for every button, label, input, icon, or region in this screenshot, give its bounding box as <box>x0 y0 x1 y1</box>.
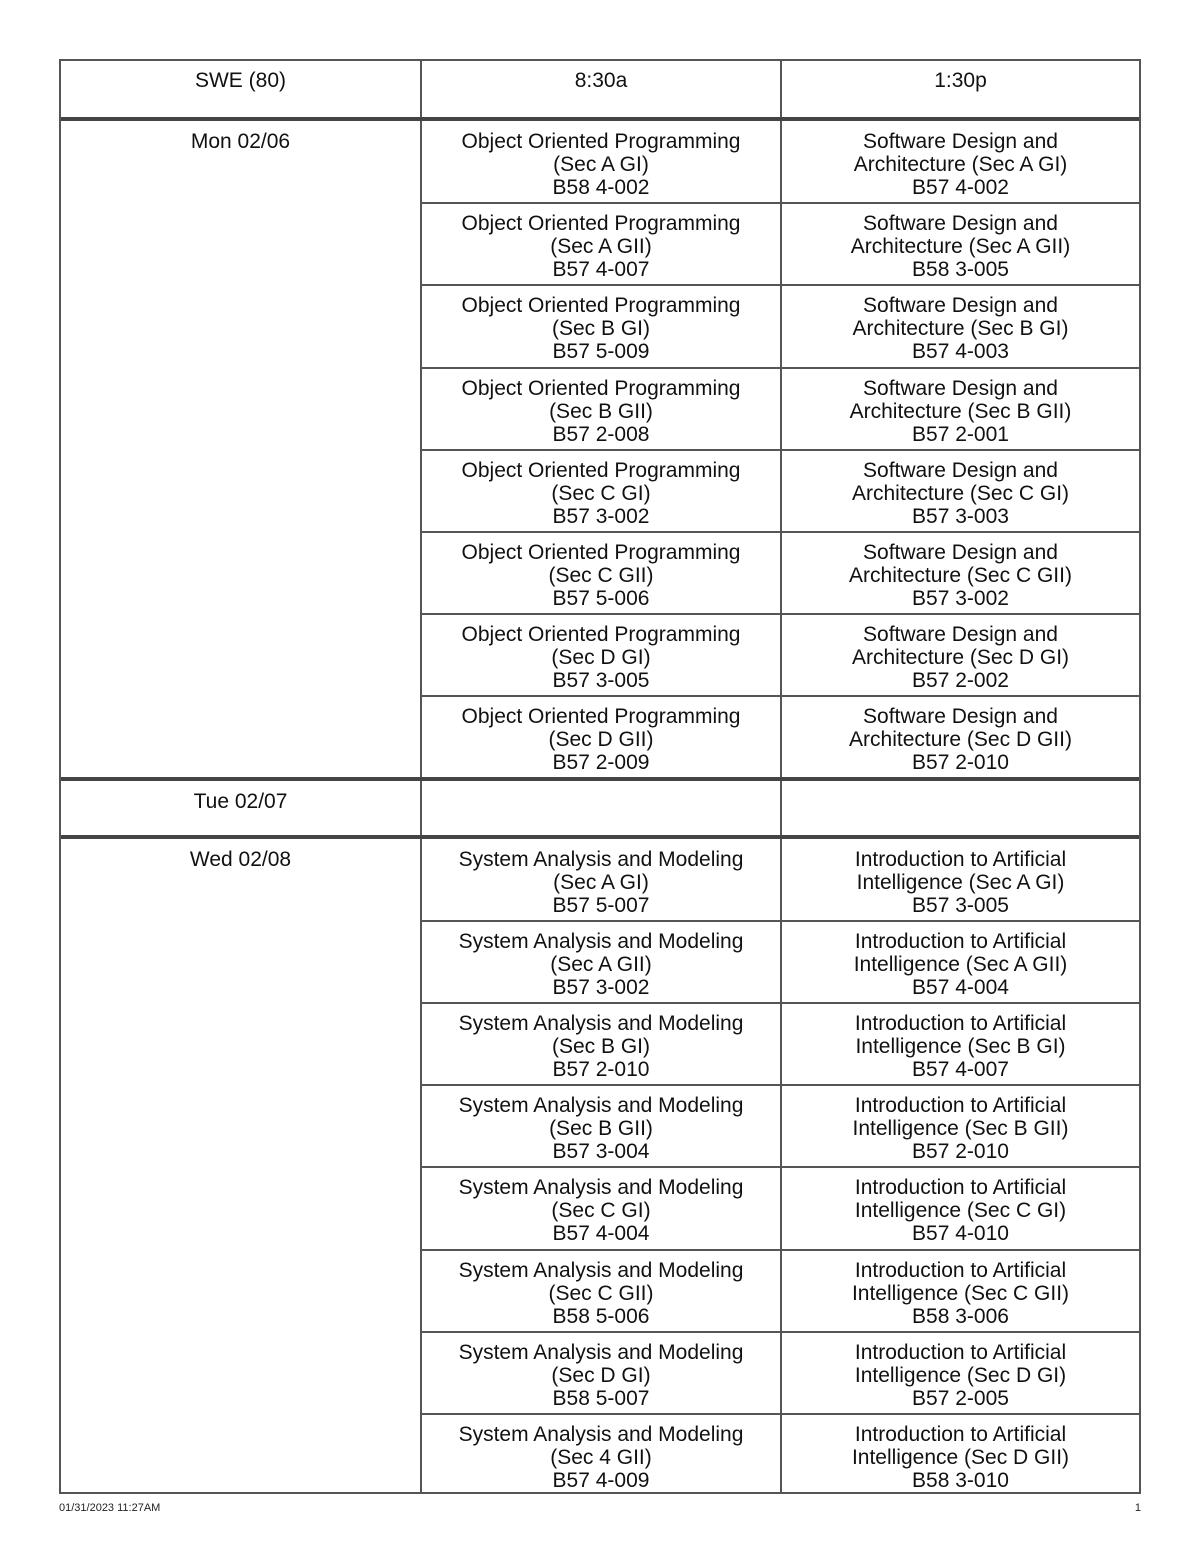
exam-line: Intelligence (Sec A GI) <box>856 870 1065 894</box>
exam-line: B57 4-009 <box>552 1469 650 1492</box>
exam-line: B57 3-005 <box>552 669 650 693</box>
exam-cell-am <box>422 212 780 281</box>
exam-line: (Sec A GI) <box>553 870 649 894</box>
day-label: Tue 02/07 <box>193 789 288 813</box>
exam-line: Intelligence (Sec A GII) <box>853 952 1068 976</box>
exam-line: Architecture (Sec D GI) <box>851 646 1070 670</box>
exam-line: (Sec B GII) <box>549 399 653 423</box>
exam-cell-pm <box>782 212 1139 281</box>
exam-line: Software Design and <box>863 623 1058 647</box>
exam-cell-am <box>422 294 780 363</box>
exam-line: Architecture (Sec C GII) <box>849 564 1072 587</box>
exam-line: Software Design and <box>863 212 1058 236</box>
exam-line: System Analysis and Modeling <box>458 929 744 953</box>
exam-line: Architecture (Sec A GII) <box>850 235 1071 259</box>
exam-cell-am <box>422 130 780 199</box>
exam-cell-pm <box>782 377 1139 446</box>
exam-line: Object Oriented Programming <box>461 376 741 400</box>
exam-cell-am <box>422 705 780 774</box>
exam-line: (Sec C GII) <box>548 564 654 587</box>
row-divider <box>422 1166 1139 1168</box>
exam-cell-am <box>422 848 780 917</box>
exam-line: Introduction to Artificial <box>854 1176 1067 1200</box>
exam-cell-pm <box>782 1259 1139 1328</box>
exam-line: Software Design and <box>863 294 1058 318</box>
exam-line: Architecture (Sec C GI) <box>851 481 1070 505</box>
exam-cell-am <box>422 1176 780 1245</box>
exam-line: Object Oriented Programming <box>461 623 741 647</box>
exam-line: Introduction to Artificial <box>854 1012 1067 1035</box>
row-divider <box>422 1413 1139 1415</box>
exam-cell-pm <box>782 459 1139 528</box>
exam-line: B57 2-009 <box>552 751 650 775</box>
exam-line: System Analysis and Modeling <box>458 1012 744 1035</box>
exam-line: (Sec A GII) <box>550 952 652 976</box>
exam-line: B57 4-003 <box>912 340 1009 364</box>
exam-line: System Analysis and Modeling <box>458 1258 744 1282</box>
exam-line: Intelligence (Sec C GI) <box>854 1199 1067 1223</box>
exam-line: (Sec D GI) <box>551 1363 651 1387</box>
exam-line: B57 2-002 <box>912 669 1009 693</box>
exam-cell-pm <box>782 1094 1139 1163</box>
exam-line: B57 5-006 <box>552 587 650 610</box>
exam-cell-pm <box>782 1423 1139 1492</box>
row-divider <box>422 1249 1139 1251</box>
exam-line: Object Oriented Programming <box>461 212 741 236</box>
exam-line: Intelligence (Sec D GII) <box>851 1446 1070 1469</box>
exam-cell-am <box>422 1259 780 1328</box>
row-divider <box>422 367 1139 369</box>
exam-line: Architecture (Sec A GI) <box>853 153 1068 176</box>
exam-cell-pm <box>782 848 1139 917</box>
exam-cell-pm <box>782 930 1139 999</box>
exam-line: (Sec A GI) <box>553 153 649 176</box>
exam-line: Intelligence (Sec B GII) <box>852 1117 1069 1141</box>
exam-line: (Sec B GII) <box>549 1117 653 1141</box>
exam-line: B57 4-002 <box>912 176 1009 199</box>
exam-line: System Analysis and Modeling <box>458 1176 744 1200</box>
exam-line: Software Design and <box>863 705 1058 729</box>
exam-line: B57 2-005 <box>912 1386 1009 1410</box>
row-divider <box>422 284 1139 286</box>
header-slot-pm: 1:30p <box>934 69 987 92</box>
exam-cell-am <box>422 1423 780 1492</box>
exam-line: System Analysis and Modeling <box>458 1340 744 1364</box>
row-divider <box>422 920 1139 922</box>
exam-line: (Sec C GII) <box>548 1281 654 1305</box>
exam-line: Introduction to Artificial <box>854 1340 1067 1364</box>
row-divider <box>422 449 1139 451</box>
exam-line: Software Design and <box>863 458 1058 482</box>
exam-line: B57 2-010 <box>912 1140 1009 1164</box>
exam-cell-pm <box>782 294 1139 363</box>
exam-line: B58 5-006 <box>552 1304 650 1328</box>
exam-line: Software Design and <box>863 130 1058 153</box>
exam-cell-pm <box>782 623 1139 692</box>
exam-line: B58 3-010 <box>912 1469 1009 1492</box>
exam-line: Object Oriented Programming <box>461 130 741 153</box>
exam-line: Object Oriented Programming <box>461 294 741 318</box>
exam-cell-am <box>422 1012 780 1081</box>
exam-line: System Analysis and Modeling <box>458 1423 744 1446</box>
exam-line: Object Oriented Programming <box>461 458 741 482</box>
exam-cell-pm <box>782 1012 1139 1081</box>
exam-line: (Sec D GI) <box>551 646 651 670</box>
exam-line: B57 4-007 <box>912 1058 1009 1081</box>
exam-cell-am <box>422 377 780 446</box>
exam-line: B58 3-006 <box>912 1304 1009 1328</box>
exam-cell-am <box>422 1094 780 1163</box>
row-divider <box>422 1084 1139 1086</box>
exam-line: (Sec C GI) <box>551 1199 651 1223</box>
exam-cell-pm <box>782 705 1139 774</box>
exam-line: B57 3-002 <box>912 587 1009 610</box>
exam-line: Software Design and <box>863 541 1058 564</box>
exam-line: B57 3-002 <box>552 504 650 528</box>
exam-line: Intelligence (Sec D GI) <box>854 1363 1067 1387</box>
exam-line: B57 4-010 <box>912 1222 1009 1246</box>
exam-line: B57 3-003 <box>912 504 1009 528</box>
exam-line: System Analysis and Modeling <box>458 847 744 871</box>
exam-line: B58 5-007 <box>552 1386 650 1410</box>
exam-line: Introduction to Artificial <box>854 1423 1067 1446</box>
exam-line: B57 3-005 <box>912 893 1009 917</box>
header-dept: SWE (80) <box>194 69 286 92</box>
header-slot-am: 8:30a <box>574 69 628 92</box>
exam-line: (Sec B GI) <box>551 317 651 341</box>
exam-line: B57 3-004 <box>552 1140 650 1164</box>
exam-line: (Sec 4 GII) <box>550 1446 652 1469</box>
exam-line: Intelligence (Sec B GI) <box>855 1035 1066 1058</box>
exam-line: Intelligence (Sec C GII) <box>851 1281 1070 1305</box>
exam-line: B57 4-007 <box>552 258 650 282</box>
print-timestamp: 01/31/2023 11:27AM <box>59 1502 161 1514</box>
exam-line: Architecture (Sec B GII) <box>849 399 1072 423</box>
exam-cell-am <box>422 541 780 610</box>
exam-line: B57 3-002 <box>552 975 650 999</box>
exam-line: Software Design and <box>863 376 1058 400</box>
exam-line: B57 2-008 <box>552 422 650 446</box>
exam-line: B57 2-010 <box>912 751 1009 775</box>
exam-line: Object Oriented Programming <box>461 541 741 564</box>
row-divider <box>422 1331 1139 1333</box>
exam-line: B57 5-009 <box>552 340 650 364</box>
row-divider <box>422 202 1139 204</box>
exam-line: Introduction to Artificial <box>854 1258 1067 1282</box>
exam-line: Introduction to Artificial <box>854 929 1067 953</box>
exam-cell-am <box>422 459 780 528</box>
row-divider <box>422 531 1139 533</box>
exam-line: Introduction to Artificial <box>854 847 1067 871</box>
row-divider <box>422 695 1139 697</box>
exam-line: Introduction to Artificial <box>854 1094 1067 1118</box>
row-divider <box>422 613 1139 615</box>
exam-cell-pm <box>782 130 1139 199</box>
exam-line: Object Oriented Programming <box>461 705 741 729</box>
exam-line: B58 3-005 <box>912 258 1009 282</box>
exam-line: B57 5-007 <box>552 893 650 917</box>
exam-cell-pm <box>782 1176 1139 1245</box>
exam-line: B57 2-010 <box>552 1058 650 1081</box>
exam-line: B57 4-004 <box>552 1222 650 1246</box>
exam-line: (Sec A GII) <box>550 235 652 259</box>
exam-cell-am <box>422 930 780 999</box>
exam-cell-am <box>422 1341 780 1410</box>
day-label: Mon 02/06 <box>190 130 291 153</box>
exam-line: (Sec D GII) <box>548 728 654 752</box>
row-divider <box>422 1002 1139 1004</box>
page-number: 1 <box>1134 1502 1141 1514</box>
exam-cell-pm <box>782 1341 1139 1410</box>
day-label: Wed 02/08 <box>189 847 292 871</box>
exam-line: B57 4-004 <box>912 975 1009 999</box>
exam-line: Architecture (Sec D GII) <box>849 728 1072 752</box>
exam-cell-am <box>422 623 780 692</box>
exam-line: (Sec B GI) <box>551 1035 651 1058</box>
exam-line: (Sec C GI) <box>551 481 651 505</box>
schedule-table <box>59 59 1141 1494</box>
exam-line: B57 2-001 <box>912 422 1009 446</box>
exam-line: B58 4-002 <box>552 176 650 199</box>
exam-cell-pm <box>782 541 1139 610</box>
exam-line: System Analysis and Modeling <box>458 1094 744 1118</box>
exam-line: Architecture (Sec B GI) <box>852 317 1069 341</box>
